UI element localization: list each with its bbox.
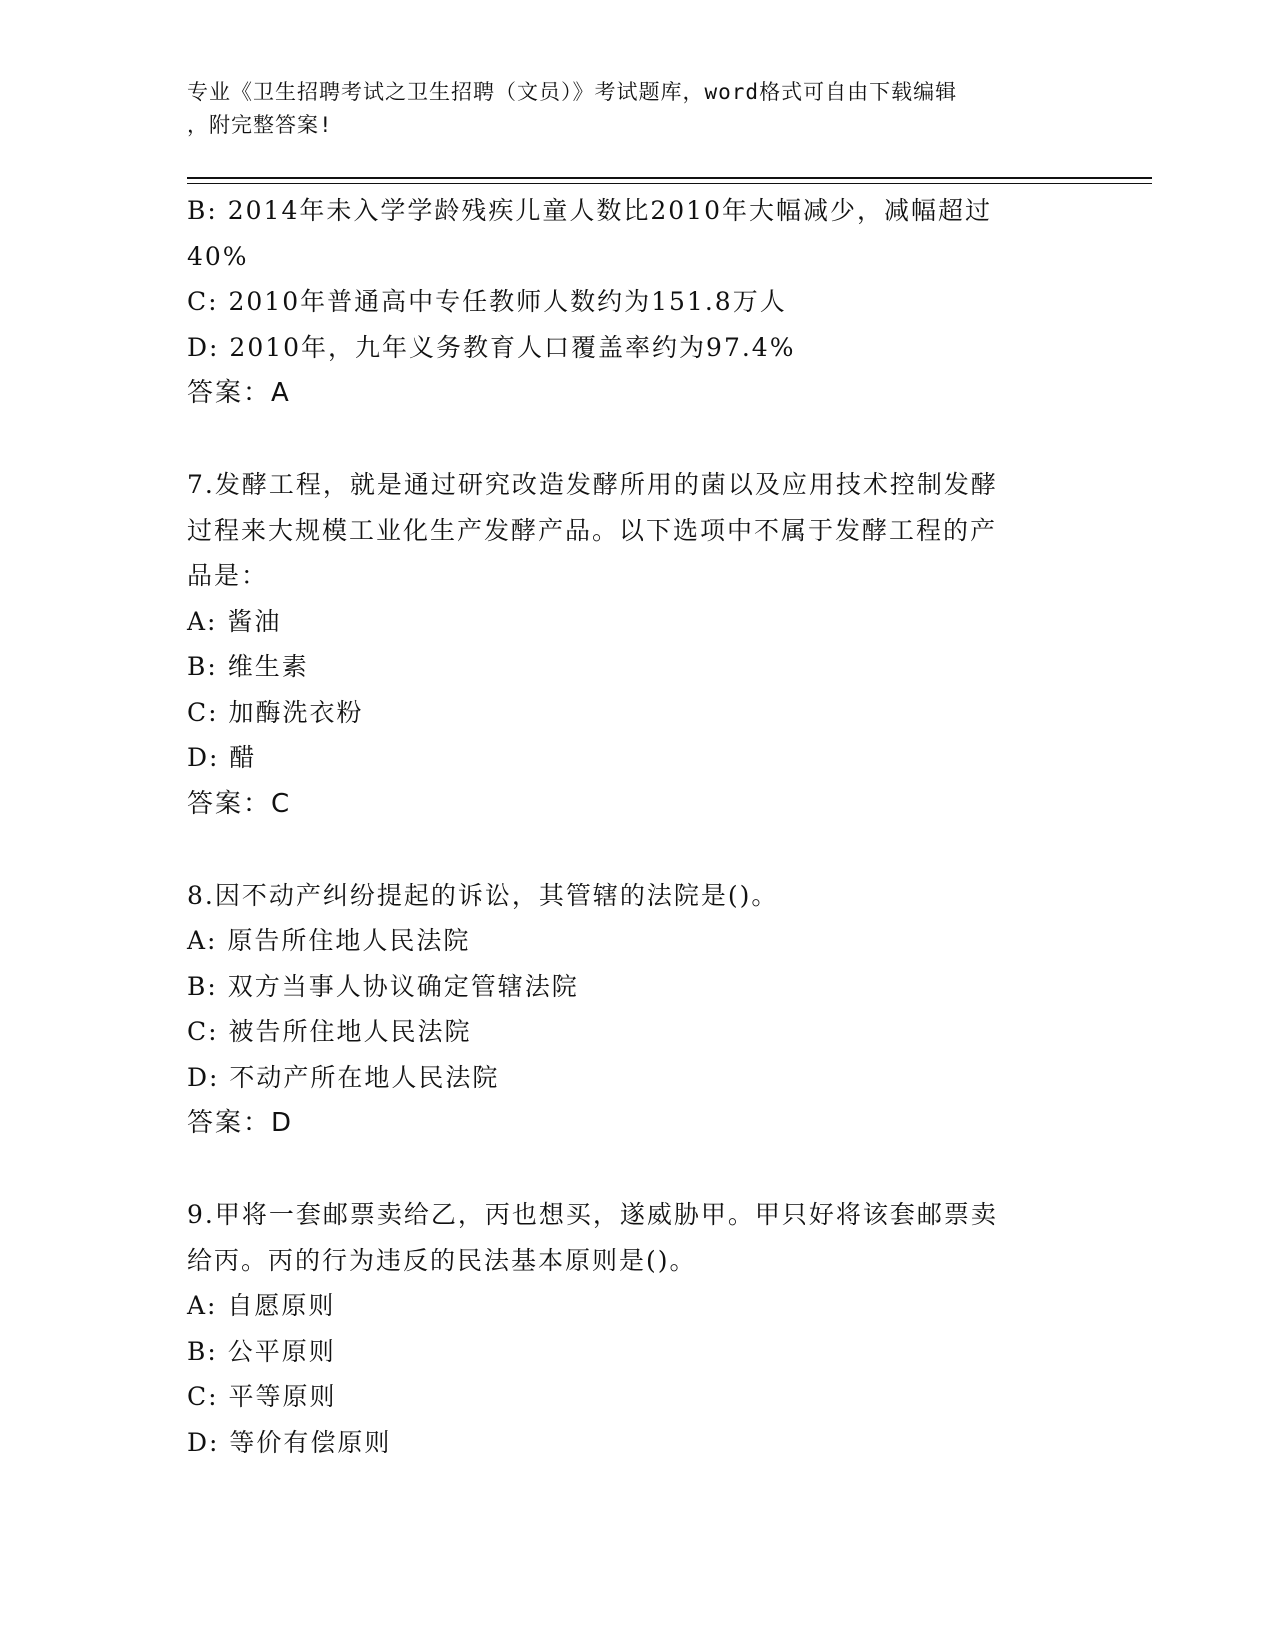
option-c: C: 被告所住地人民法院 (187, 1017, 472, 1046)
prev-question-tail (187, 188, 1087, 416)
option-b: B: 维生素 (187, 652, 309, 681)
option-c: C: 2010年普通高中专任教师人数约为151.8万人 (187, 287, 787, 316)
question-text: 品是： (187, 561, 269, 590)
option-b-line-1: B: 2014年未入学学龄残疾儿童人数比2010年大幅减少，减幅超过 (187, 196, 992, 225)
question-text: 9.甲将一套邮票卖给乙，丙也想买，遂威胁甲。甲只好将该套邮票卖 (187, 1200, 998, 1229)
answer: 答案：C (187, 788, 292, 819)
option-d: D: 等价有偿原则 (187, 1427, 392, 1457)
option-a: A: 原告所住地人民法院 (187, 926, 471, 955)
header-rule-thick (187, 177, 1152, 179)
answer: 答案：A (187, 378, 291, 408)
option-d: D: 醋 (187, 743, 257, 772)
question-8 (187, 873, 1087, 1147)
answer: 答案：D (187, 1108, 294, 1138)
header-line-2: ，附完整答案! (187, 113, 333, 137)
option-b: B: 公平原则 (187, 1336, 336, 1366)
question-7 (187, 462, 1087, 827)
option-d: D: 不动产所在地人民法院 (187, 1062, 500, 1092)
header-rule-thin (187, 183, 1152, 184)
option-c: C: 加酶洗衣粉 (187, 697, 364, 727)
option-b-line-2: 40% (187, 241, 249, 271)
option-a: A: 酱油 (187, 606, 282, 636)
option-b: B: 双方当事人协议确定管辖法院 (187, 971, 579, 1001)
question-text: 7.发酵工程，就是通过研究改造发酵所用的菌以及应用技术控制发酵 (187, 470, 998, 499)
header-line-1: 专业《卫生招聘考试之卫生招聘（文员）》考试题库，word格式可自由下载编辑 (187, 80, 958, 104)
question-text: 给丙。丙的行为违反的民法基本原则是()。 (187, 1245, 697, 1275)
question-text: 过程来大规模工业化生产发酵产品。以下选项中不属于发酵工程的产 (187, 515, 998, 545)
option-a: A: 自愿原则 (187, 1291, 336, 1320)
question-9 (187, 1192, 1087, 1465)
question-text: 8.因不动产纠纷提起的诉讼，其管辖的法院是()。 (187, 880, 779, 910)
document-body (187, 188, 1087, 1465)
option-d: D: 2010年，九年义务教育人口覆盖率约为97.4% (187, 332, 796, 362)
page-header (187, 76, 1087, 142)
option-c: C: 平等原则 (187, 1382, 337, 1411)
